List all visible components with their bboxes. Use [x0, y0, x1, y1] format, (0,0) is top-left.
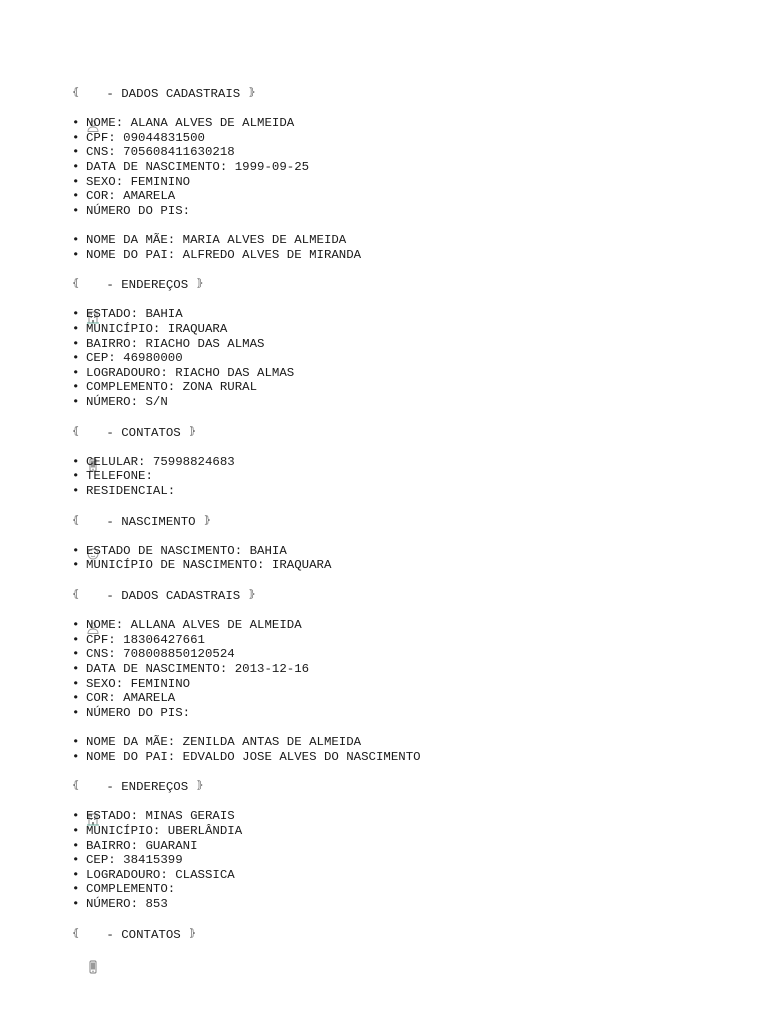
- list-item: • RESIDENCIAL:: [72, 484, 732, 499]
- section-header-enderecos: [72, 277, 732, 293]
- list-item: • MUNICÍPIO: IRAQUARA: [72, 322, 732, 337]
- close-bracket: ⦄: [203, 515, 211, 527]
- open-bracket: ⦃: [72, 279, 80, 291]
- list-item: • MUNICÍPIO: UBERLÂNDIA: [72, 824, 732, 839]
- list-item: • NÚMERO DO PIS:: [72, 204, 732, 219]
- section-header-nascimento: [72, 514, 732, 530]
- nascimento-list: [72, 544, 732, 573]
- list-item: • COMPLEMENTO:: [72, 882, 732, 897]
- open-bracket: ⦃: [72, 928, 80, 940]
- phone-icon: [86, 426, 100, 440]
- list-item: • ESTADO: BAHIA: [72, 307, 732, 322]
- close-bracket: ⦄: [248, 88, 256, 99]
- list-item: • NOME DA MÃE: MARIA ALVES DE ALMEIDA: [72, 233, 732, 248]
- list-item: • NOME: ALANA ALVES DE ALMEIDA: [72, 116, 732, 131]
- list-item: • TELEFONE:: [72, 469, 732, 484]
- list-item: • NÚMERO DO PIS:: [72, 706, 732, 721]
- list-item: • CPF: 09044831500: [72, 131, 732, 146]
- list-item: • COMPLEMENTO: ZONA RURAL: [72, 380, 732, 395]
- section-title: - CONTATOS: [106, 927, 181, 942]
- filiacao-list: [72, 233, 732, 262]
- list-item: • CPF: 18306427661: [72, 633, 732, 648]
- list-item: • BAIRRO: RIACHO DAS ALMAS: [72, 337, 732, 352]
- section-title: - ENDEREÇOS: [106, 278, 189, 293]
- list-item: • CEP: 46980000: [72, 351, 732, 366]
- filiacao-list: [72, 735, 732, 764]
- user-icon: [86, 87, 100, 101]
- contatos-list: [72, 455, 732, 499]
- list-item: • NOME DA MÃE: ZENILDA ANTAS DE ALMEIDA: [72, 735, 732, 750]
- close-bracket: ⦄: [248, 589, 256, 601]
- document: [72, 86, 732, 943]
- section-header-contatos: [72, 425, 732, 441]
- close-bracket: ⦄: [196, 781, 204, 793]
- open-bracket: ⦃: [72, 589, 80, 601]
- list-item: • CELULAR: 75998824683: [72, 455, 732, 470]
- list-item: • COR: AMARELA: [72, 189, 732, 204]
- list-item: • CNS: 705608411630218: [72, 145, 732, 160]
- list-item: • ESTADO DE NASCIMENTO: BAHIA: [72, 544, 732, 559]
- user-icon: [86, 589, 100, 603]
- list-item: • LOGRADOURO: RIACHO DAS ALMAS: [72, 366, 732, 381]
- section-title: - DADOS CADASTRAIS: [106, 588, 241, 603]
- close-bracket: ⦄: [196, 279, 204, 291]
- open-bracket: ⦃: [72, 781, 80, 793]
- open-bracket: ⦃: [72, 88, 80, 99]
- list-item: • BAIRRO: GUARANI: [72, 839, 732, 854]
- list-item: • ESTADO: MINAS GERAIS: [72, 809, 732, 824]
- section-header-dados-cadastrais: [72, 86, 732, 102]
- list-item: • MUNICÍPIO DE NASCIMENTO: IRAQUARA: [72, 558, 732, 573]
- list-item: • SEXO: FEMININO: [72, 677, 732, 692]
- phone-icon: [86, 928, 100, 942]
- list-item: • NÚMERO: S/N: [72, 395, 732, 410]
- list-item: • CEP: 38415399: [72, 853, 732, 868]
- section-title: - ENDEREÇOS: [106, 780, 189, 795]
- building-icon: [86, 780, 100, 794]
- section-header-dados-cadastrais: [72, 588, 732, 604]
- list-item: • LOGRADOURO: CLASSICA: [72, 868, 732, 883]
- open-bracket: ⦃: [72, 515, 80, 527]
- list-item: • NOME: ALLANA ALVES DE ALMEIDA: [72, 618, 732, 633]
- section-title: - DADOS CADASTRAIS: [106, 87, 241, 101]
- close-bracket: ⦄: [188, 928, 197, 940]
- baby-icon: [86, 515, 100, 529]
- dados-cadastrais-list: [72, 618, 732, 720]
- section-title: - NASCIMENTO: [106, 514, 196, 529]
- list-item: • NÚMERO: 853: [72, 897, 732, 912]
- section-header-contatos: [72, 927, 732, 943]
- open-bracket: ⦃: [72, 426, 80, 438]
- list-item: • COR: AMARELA: [72, 691, 732, 706]
- section-title: - CONTATOS: [106, 425, 181, 440]
- list-item: • CNS: 708008850120524: [72, 647, 732, 662]
- list-item: • NOME DO PAI: EDVALDO JOSE ALVES DO NASCIMENTO: [72, 750, 732, 765]
- section-header-enderecos: [72, 779, 732, 795]
- enderecos-list: [72, 307, 732, 409]
- dados-cadastrais-list: [72, 116, 732, 218]
- list-item: • NOME DO PAI: ALFREDO ALVES DE MIRANDA: [72, 248, 732, 263]
- list-item: • DATA DE NASCIMENTO: 1999-09-25: [72, 160, 732, 175]
- building-icon: [86, 278, 100, 292]
- list-item: • SEXO: FEMININO: [72, 175, 732, 190]
- list-item: • DATA DE NASCIMENTO: 2013-12-16: [72, 662, 732, 677]
- close-bracket: ⦄: [188, 426, 197, 438]
- enderecos-list: [72, 809, 732, 911]
